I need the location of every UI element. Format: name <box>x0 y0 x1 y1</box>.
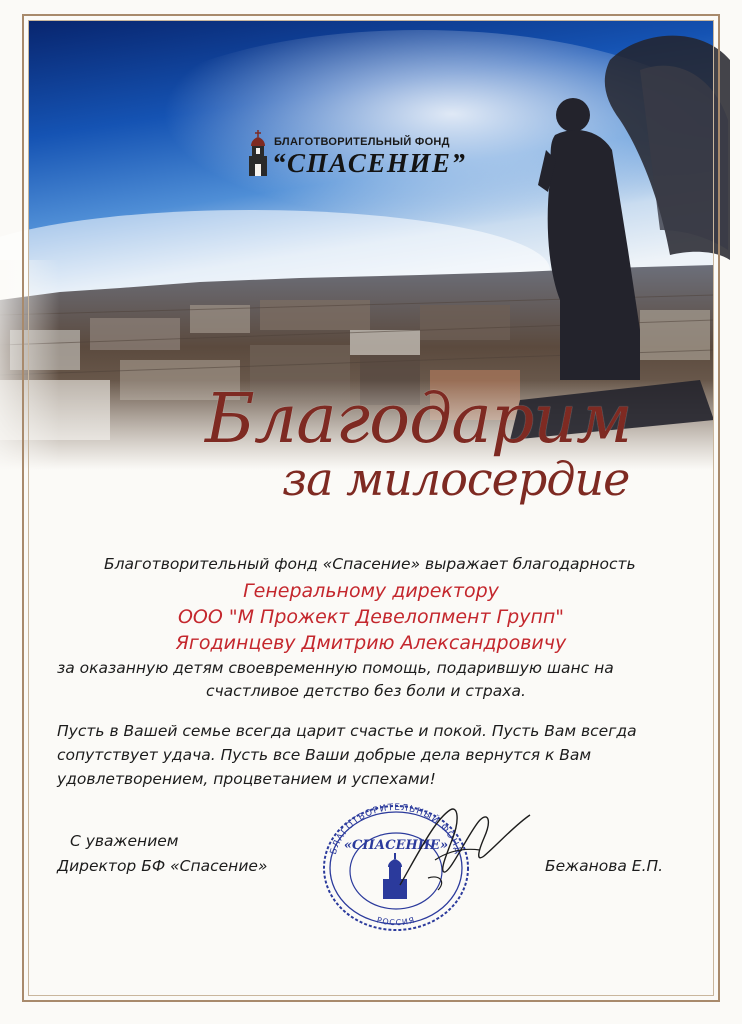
stamp-ring-text: БЛАГОТВОРИТЕЛЬНЫЙ ФОНД <box>328 803 464 856</box>
church-icon <box>246 130 270 178</box>
closing-signer: Бежанова Е.П. <box>545 857 664 875</box>
logo-name: “СПАСЕНИЕ” <box>272 148 467 178</box>
wish-line-3: удовлетворением, процветанием и успехами! <box>57 770 436 788</box>
stamp-center-text: «СПАСЕНИЕ» <box>343 838 449 853</box>
foundation-logo <box>246 128 496 180</box>
reason-line-2: счастливое детство без боли и страха. <box>206 682 526 700</box>
director-signature <box>380 790 540 910</box>
svg-text:РОССИЯ <box>376 915 416 927</box>
certificate-heading <box>0 380 742 530</box>
stamp-bottom-text: РОССИЯ <box>375 915 417 928</box>
recipient-company: ООО "М Прожект Девелопмент Групп" <box>177 606 565 628</box>
heading-thank-you: Благодарим <box>205 380 632 459</box>
intro-text: Благотворительный фонд «Спасение» выражает благодарность <box>104 555 636 573</box>
heading-for-mercy: за милосердие <box>282 452 630 506</box>
closing-regards: С уважением <box>70 832 179 850</box>
closing-position: Директор БФ «Спасение» <box>57 857 268 875</box>
recipient-title: Генеральному директору <box>243 580 499 602</box>
wish-line-2: сопутствует удача. Пусть все Ваши добрые дела вернутся к Вам <box>57 746 592 764</box>
recipient-name: Ягодинцеву Дмитрию Александровичу <box>175 632 567 654</box>
wish-line-1: Пусть в Вашей семье всегда царит счастье и покой. Пусть Вам всегда <box>57 722 637 740</box>
reason-line-1: за оказанную детям своевременную помощь, подарившую шанс на <box>57 659 614 677</box>
logo-caption: БЛАГОТВОРИТЕЛЬНЫЙ ФОНД <box>274 136 450 148</box>
